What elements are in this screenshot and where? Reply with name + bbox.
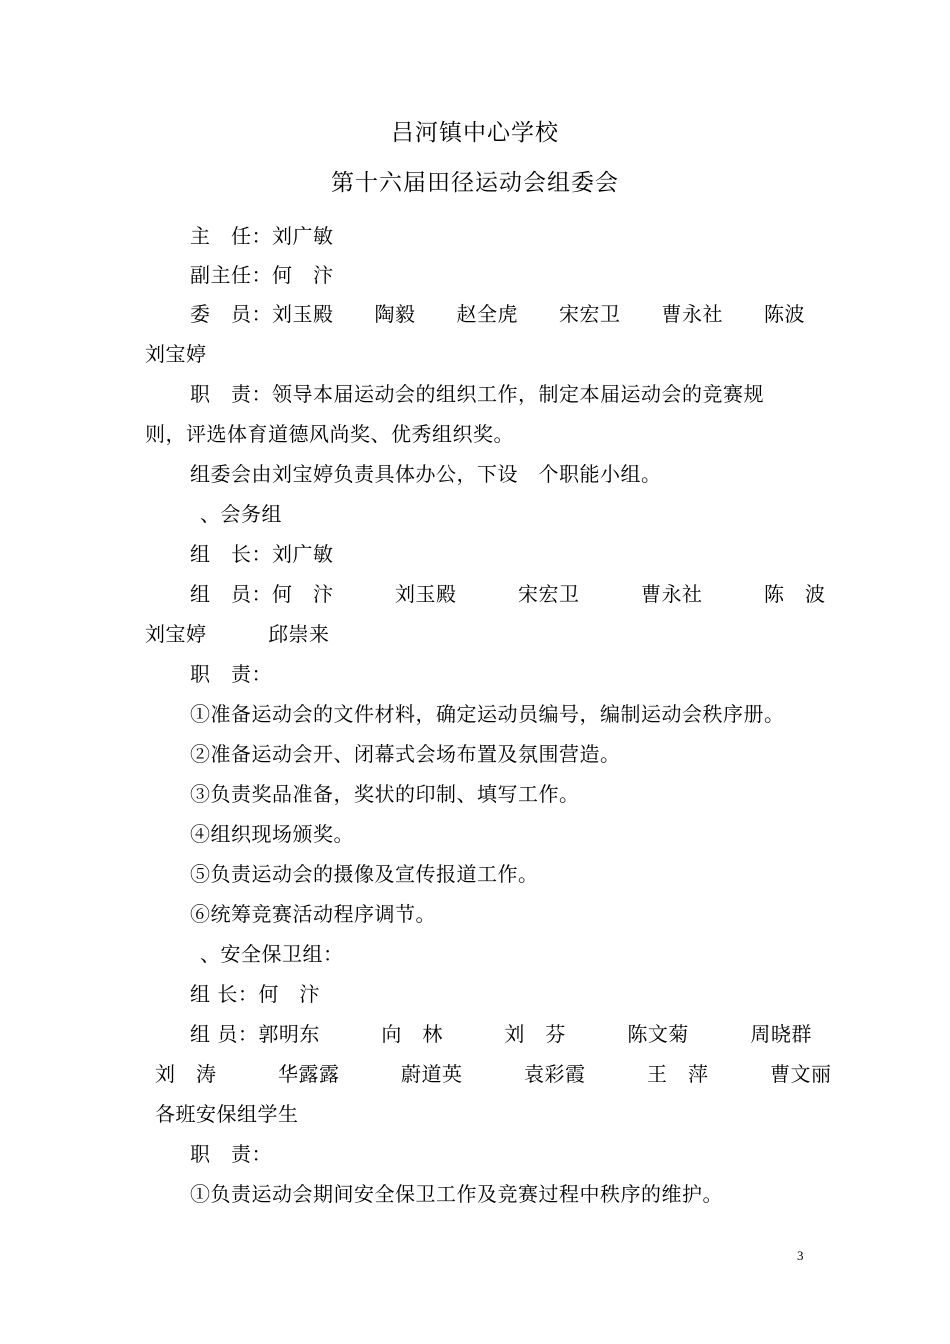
school-title: 吕河镇中心学校 [391, 120, 559, 146]
security-members-line: 组 员：郭明东 向 林 刘 芬 陈文菊 周晓群 [190, 1022, 812, 1046]
security-members-cont: 刘 涛 华露露 蔚道英 袁彩霞 王 萍 曹文丽 [155, 1062, 832, 1086]
page-number: 3 [797, 1248, 804, 1263]
director-line: 主 任：刘广敏 [190, 224, 334, 248]
affairs-duty-item-3: ③负责奖品准备，奖状的印制、填写工作。 [190, 782, 580, 806]
affairs-duty-item-5: ⑤负责运动会的摄像及宣传报道工作。 [190, 862, 539, 886]
affairs-leader-line: 组 长：刘广敏 [190, 542, 334, 566]
affairs-duty-item-6: ⑥统筹竞赛活动程序调节。 [190, 902, 436, 926]
security-duty-label: 职 责： [190, 1142, 272, 1166]
office-line: 组委会由刘宝婷负责具体办公，下设 个职能小组。 [190, 462, 662, 486]
affairs-duty-item-2: ②准备运动会开、闭幕式会场布置及氛围营造。 [190, 742, 621, 766]
group-heading-security: 、安全保卫组： [200, 942, 344, 966]
affairs-members-line: 组 员：何 汴 刘玉殿 宋宏卫 曹永社 陈 波 [190, 582, 826, 606]
group-heading-affairs: 、会务组 [200, 502, 282, 526]
security-students-line: 各班安保组学生 [155, 1102, 299, 1126]
affairs-duty-label: 职 责： [190, 662, 272, 686]
members-line: 委 员：刘玉殿 陶毅 赵全虎 宋宏卫 曹永社 陈波 [190, 302, 805, 326]
affairs-duty-item-4: ④组织现场颁奖。 [190, 822, 354, 846]
vice-director-line: 副主任：何 汴 [190, 263, 334, 287]
duty-line-cont: 则，评选体育道德风尚奖、优秀组织奖。 [145, 422, 514, 446]
committee-title: 第十六届田径运动会组委会 [331, 170, 619, 196]
members-line-cont: 刘宝婷 [145, 342, 207, 366]
affairs-duty-item-1: ①准备运动会的文件材料，确定运动员编号，编制运动会秩序册。 [190, 702, 785, 726]
security-duty-item-1: ①负责运动会期间安全保卫工作及竞赛过程中秩序的维护。 [190, 1182, 723, 1206]
duty-line: 职 责：领导本届运动会的组织工作，制定本届运动会的竞赛规 [190, 382, 764, 406]
affairs-members-cont: 刘宝婷 邱崇来 [145, 622, 330, 646]
security-leader-line: 组 长：何 汴 [190, 982, 320, 1006]
